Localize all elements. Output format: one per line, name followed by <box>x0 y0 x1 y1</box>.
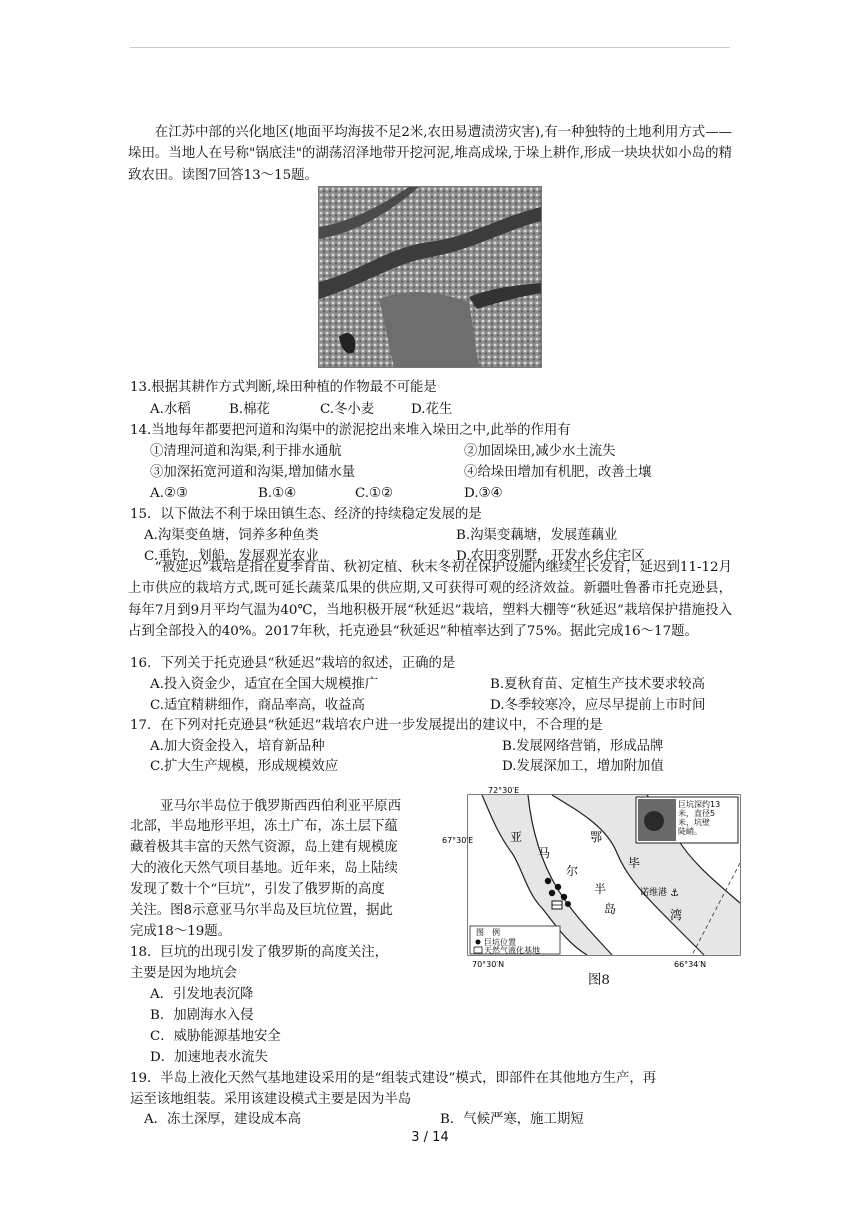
q19-option-a[interactable]: A．冻土深厚，建设成本高 <box>144 1112 301 1127</box>
map-label-ban: 半 <box>594 882 607 896</box>
q13-option-c[interactable]: C.冬小麦 <box>320 402 375 417</box>
q16-option-d[interactable]: D.冬季较寒冷，应尽早提前上市时间 <box>490 698 706 713</box>
intro-paragraph-1: 在江苏中部的兴化地区(地面平均海拔不足2米,农田易遭渍涝灾害),有一种独特的土地利用方式——垛田。当地人在号称"锅底洼"的湖荡沼泽地带开挖河泥,堆高成垛,于垛上耕作,形成一块块状如小岛的精致农田。读图7回答13～15题。 <box>128 125 732 183</box>
pit-marker <box>549 890 555 896</box>
q14-option-b[interactable]: B.①④ <box>258 486 297 501</box>
map-label-port: 诺维港 <box>640 888 668 898</box>
map-label-bi: 毕 <box>628 856 641 870</box>
map-label-er: 尔 <box>566 864 579 878</box>
inset-line-3: 米，坑壁 <box>678 818 710 827</box>
map-lon-top: 72°30′E <box>488 786 520 795</box>
pit-marker <box>561 894 567 900</box>
figure-8-map <box>442 783 742 970</box>
intro-3-line-3: 藏着极其丰富的天然气资源，岛上建有规模庞 <box>130 840 398 855</box>
intro-paragraph-2: “被延迟”栽培是指在夏季育苗、秋初定植、秋末冬初在保护设施内继续生长发育，延迟到11-12月上市供应的栽培方式,既可延长蔬菜瓜果的供应期,又可获得可观的经济效益。新疆吐鲁番市托克逊县，每年7月到9月平均气温为40℃，当地积极开展“秋延迟”栽培，塑料大棚等“秋延迟”栽培保护措施投入占到全部投入的40%。2017年秋，托克逊县“秋延迟”种植率达到了75%。据此完成16～17题。 <box>128 560 732 640</box>
inset-line-2: 米，直径5 <box>678 809 716 818</box>
q17-option-d[interactable]: D.发展深加工，增加附加值 <box>502 759 664 774</box>
legend-base: 天然气液化基地 <box>484 946 540 955</box>
q18-option-d[interactable]: D．加速地表水流失 <box>150 1050 268 1065</box>
q14-option-a[interactable]: A.②③ <box>150 486 188 501</box>
q16-option-c[interactable]: C.适宜精耕细作，商品率高，收益高 <box>150 698 365 713</box>
q16-option-b[interactable]: B.夏秋育苗、定植生产技术要求较高 <box>490 677 705 692</box>
figure-7-photo <box>318 186 542 368</box>
q14-statement-4: ④给垛田增加有机肥，改善土壤 <box>464 465 652 480</box>
header-rule <box>130 47 730 48</box>
question-13-stem: 13.根据其耕作方式判断,垛田种植的作物最不可能是 <box>130 380 437 395</box>
q13-option-b[interactable]: B.棉花 <box>229 402 270 417</box>
q15-option-a[interactable]: A.沟渠变鱼塘，饲养多种鱼类 <box>144 528 319 543</box>
question-19-stem-line-2: 运至该地组装。采用该建设模式主要是因为半岛 <box>130 1092 412 1107</box>
intro-3-line-7: 完成18～19题。 <box>130 924 232 939</box>
q15-option-d[interactable]: D.农田变别墅，开发水乡住宅区 <box>456 549 645 564</box>
map-lon-bottom-right: 66°34′N <box>674 960 707 969</box>
pit-marker <box>555 884 561 890</box>
map-label-dao: 岛 <box>604 902 617 916</box>
q18-option-a[interactable]: A．引发地表沉降 <box>150 987 254 1002</box>
map-label-e: 鄂 <box>590 830 603 844</box>
q14-statement-3: ③加深拓宽河道和沟渠,增加储水量 <box>150 465 356 480</box>
q17-option-a[interactable]: A.加大资金投入，培育新品种 <box>150 739 325 754</box>
question-19-stem-line-1: 19．半岛上液化天然气基地建设采用的是“组装式建设”模式，即部件在其他地方生产，再 <box>130 1071 657 1086</box>
q14-statement-1: ①清理河道和沟渠,利于排水通航 <box>150 444 342 459</box>
q17-option-b[interactable]: B.发展网络营销，形成品牌 <box>502 739 664 754</box>
question-17-stem: 17．在下列对托克逊县“秋延迟”栽培农户进一步发展提出的建议中，不合理的是 <box>130 718 603 733</box>
q14-statement-2: ②加固垛田,减少水土流失 <box>464 444 616 459</box>
intro-3-line-2: 北部，半岛地形平坦，冻土广布，冻土层下蕴 <box>130 819 398 834</box>
question-16-stem: 16．下列关于托克逊县“秋延迟”栽培的叙述，正确的是 <box>130 656 456 671</box>
map-lat-bottom-left: 70°30′N <box>472 960 505 969</box>
question-18-stem-line-1: 18．巨坑的出现引发了俄罗斯的高度关注， <box>130 945 389 960</box>
map-label-wan: 湾 <box>670 908 683 922</box>
q15-option-c[interactable]: C.垂钓，划船，发展观光农业 <box>144 549 319 564</box>
q14-option-c[interactable]: C.①② <box>355 486 394 501</box>
figure-8-caption: 图8 <box>588 973 610 988</box>
q15-option-b[interactable]: B.沟渠变藕塘，发展莲藕业 <box>456 528 618 543</box>
page-number: 3 / 14 <box>411 1130 449 1145</box>
inset-line-1: 巨坑深约13 <box>678 800 721 809</box>
pit-marker <box>565 901 571 907</box>
intro-3-line-1: 亚马尔半岛位于俄罗斯西西伯利亚平原西 <box>160 799 402 814</box>
legend-pit: 巨坑位置 <box>484 938 516 947</box>
legend-title: 图 例 <box>476 928 500 937</box>
map-label-ma: 马 <box>538 846 551 860</box>
q14-option-d[interactable]: D.③④ <box>464 486 503 501</box>
q19-option-b[interactable]: B．气候严寒，施工期短 <box>440 1112 584 1127</box>
q13-option-a[interactable]: A.水稻 <box>150 402 191 417</box>
question-14-stem: 14.当地每年都要把河道和沟渠中的淤泥挖出来堆入垛田之中,此举的作用有 <box>130 423 571 438</box>
intro-3-line-5: 发现了数十个“巨坑”，引发了俄罗斯的高度 <box>130 882 385 897</box>
question-18-stem-line-2: 主要是因为地坑会 <box>130 966 238 981</box>
q18-option-c[interactable]: C．威胁能源基地安全 <box>150 1029 281 1044</box>
q13-option-d[interactable]: D.花生 <box>411 402 453 417</box>
intro-3-line-6: 关注。图8示意亚马尔半岛及巨坑位置，据此 <box>130 903 393 918</box>
q17-option-c[interactable]: C.扩大生产规模，形成规模效应 <box>150 759 339 774</box>
inset-line-4: 陡峭。 <box>678 827 702 836</box>
map-lat-left: 67°30′E <box>442 836 474 845</box>
pit-marker <box>545 878 551 884</box>
q16-option-a[interactable]: A.投入资金少，适宜在全国大规模推广 <box>150 677 379 692</box>
question-15-stem: 15．以下做法不利于垛田镇生态、经济的持续稳定发展的是 <box>130 507 482 522</box>
intro-3-line-4: 大的液化天然气项目基地。近年来，岛上陆续 <box>130 861 398 876</box>
map-label-ya: 亚 <box>510 830 523 844</box>
anchor-icon: ⚓ <box>670 888 679 899</box>
q18-option-b[interactable]: B．加剧海水入侵 <box>150 1008 254 1023</box>
